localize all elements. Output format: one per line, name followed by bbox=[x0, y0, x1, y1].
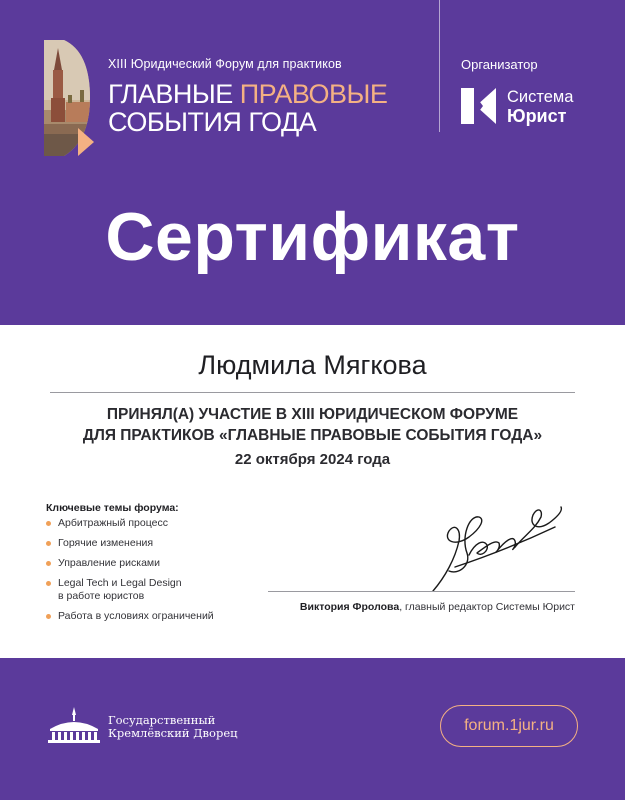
topics-title: Ключевые темы форума: bbox=[46, 502, 179, 514]
bullet-icon bbox=[46, 521, 51, 526]
venue-line1: Государственный bbox=[108, 713, 216, 727]
signatory-caption bbox=[268, 601, 575, 613]
list-item bbox=[46, 557, 236, 570]
forum-subtitle: XIII Юридический Форум для практиков bbox=[108, 57, 342, 71]
topics-list bbox=[46, 517, 236, 630]
bullet-icon bbox=[46, 561, 51, 566]
recipient-underline bbox=[50, 392, 575, 393]
handwritten-signature bbox=[425, 497, 575, 597]
venue-name bbox=[108, 714, 238, 740]
forum-website-link[interactable]: forum.1jur.ru bbox=[440, 705, 578, 747]
signatory-role: , главный редактор Системы Юрист bbox=[399, 601, 575, 613]
topic-label: Работа в условиях ограничений bbox=[58, 610, 214, 622]
topic-label: Горячие изменения bbox=[58, 537, 154, 549]
sistema-yurist-logo-icon bbox=[461, 88, 499, 124]
event-date: 22 октября 2024 года bbox=[234, 451, 391, 468]
organizer-label: Организатор bbox=[461, 57, 538, 72]
title-part1: ГЛАВНЫЕ bbox=[108, 79, 240, 109]
kremlin-tower-icon bbox=[44, 40, 96, 156]
certificate-title: Сертификат bbox=[105, 199, 520, 275]
list-item bbox=[46, 537, 236, 550]
title-line2: СОБЫТИЯ ГОДА bbox=[108, 107, 317, 137]
list-item bbox=[46, 577, 236, 603]
venue-line2: Кремлёвский Дворец bbox=[108, 726, 238, 740]
topic-label: Управление рисками bbox=[58, 557, 160, 569]
signatory-name: Виктория Фролова bbox=[299, 601, 400, 613]
forum-title bbox=[108, 80, 387, 136]
recipient-name: Людмила Мягкова bbox=[198, 350, 427, 380]
title-accent: ПРАВОВЫЕ bbox=[239, 79, 388, 109]
kremlin-palace-logo-icon bbox=[46, 707, 102, 743]
topic-label: Арбитражный процесс bbox=[58, 517, 168, 529]
organizer-name-line2: Юрист bbox=[507, 106, 567, 126]
statement-line2: ДЛЯ ПРАКТИКОВ «ГЛАВНЫЕ ПРАВОВЫЕ СОБЫТИЯ ГОДА» bbox=[82, 427, 543, 444]
participation-statement bbox=[0, 404, 625, 446]
signature-line bbox=[268, 591, 575, 592]
list-item bbox=[46, 517, 236, 530]
header-divider bbox=[439, 0, 440, 132]
bullet-icon bbox=[46, 581, 51, 586]
bullet-icon bbox=[46, 614, 51, 619]
statement-line1: ПРИНЯЛ(А) УЧАСТИЕ В XIII ЮРИДИЧЕСКОМ ФОРУМЕ bbox=[106, 406, 519, 423]
topic-label: Legal Tech и Legal Design bbox=[58, 577, 182, 589]
bullet-icon bbox=[46, 541, 51, 546]
organizer-name-line1: Система bbox=[507, 88, 574, 106]
topic-label-cont: в работе юристов bbox=[58, 590, 145, 602]
list-item bbox=[46, 610, 236, 623]
